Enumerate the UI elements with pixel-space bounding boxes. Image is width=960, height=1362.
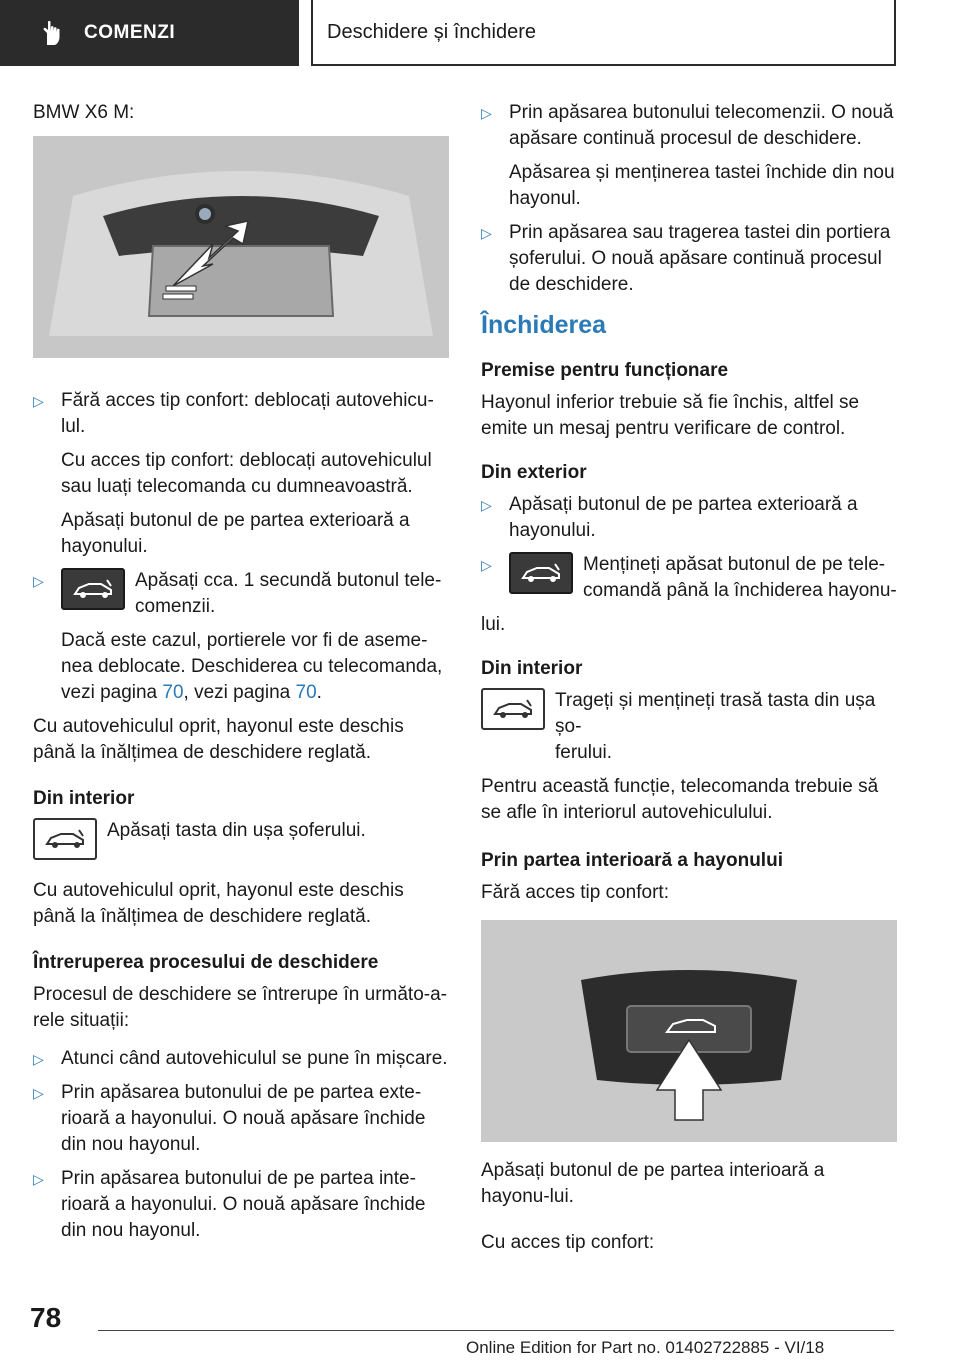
list-item: ▷ Prin apăsarea butonului de pe partea inte-rioară a hayonului. O nouă apăsare închide din nou hayonul. (33, 1168, 426, 1241)
paragraph: Hayonul inferior trebuie să fie închis, altfel se emite un mesaj pentru verificare de control. (481, 392, 860, 439)
subheading: Din interior (33, 788, 135, 809)
bullet-triangle-icon: ▷ (33, 573, 44, 589)
model-label: BMW X6 M: (33, 102, 135, 123)
paragraph: Cu autovehiculul oprit, hayonul este deschis până la înălțimea de deschidere reglată. (33, 880, 404, 927)
list-item (33, 388, 449, 560)
section-heading: Închiderea (481, 311, 607, 339)
chapter-tab-label: Deschidere și închidere (327, 20, 536, 43)
paragraph: Apăsați butonul de pe partea interioară a hayonu-lui. (481, 1160, 825, 1207)
subheading: Din exterior (481, 462, 587, 483)
tailgate-exterior-illustration (33, 136, 449, 358)
tailgate-interior-button-photo (481, 920, 897, 1142)
bullet-triangle-icon: ▷ (33, 1085, 44, 1101)
tailgate-exterior-photo (33, 136, 449, 358)
bullet-text-cont: lul. (61, 416, 86, 437)
bullet-text: Prin apăsarea sau tragerea tastei din portiera șoferului. O nouă apăsare continuă procesul de deschidere. (509, 222, 891, 295)
footer-edition: Online Edition for Part no. 01402722885 - VI/18 (466, 1338, 825, 1357)
bullet-text-cont: comenzii. (135, 596, 216, 617)
section-tab-label: COMENZI (84, 22, 176, 43)
list-item: ▷ Apăsați butonul de pe partea exterioară a hayonului. (481, 494, 858, 541)
bullet-paragraph: Dacă este cazul, portierele vor fi de aseme-nea deblocate. Deschiderea cu telecomanda, vezi pagina 70, vezi pagina 70. (61, 630, 443, 703)
bullet-triangle-icon: ▷ (481, 497, 492, 513)
page-link[interactable]: 70 (162, 682, 184, 703)
bullet-triangle-icon: ▷ (33, 1051, 44, 1067)
subheading: Din interior (481, 658, 583, 679)
bullet-text: Apăsați cca. 1 secundă butonul tele- (135, 570, 442, 591)
tailgate-button-icon (509, 552, 573, 594)
subheading: Prin partea interioară a hayonului (481, 850, 783, 871)
list-item: ▷ Prin apăsarea butonului de pe partea exte-rioară a hayonului. O nouă apăsare închide din nou hayonul. (33, 1082, 426, 1155)
list-item (481, 100, 897, 212)
bullet-text: Prin apăsarea butonului telecomenzii. O nouă apăsare continuă procesul de deschidere. (509, 102, 894, 149)
paragraph: Cu acces tip confort: (481, 1232, 655, 1253)
right-column: ▷ Prin apăsarea butonului telecomenzii. O nouă apăsare continuă procesul de deschidere. Apăsarea și menținerea tastei închide din nou hayonul. ▷ Prin apăsarea sau tragerea tastei din portiera șoferului. O nouă apăsare continuă procesul de deschidere. Închiderea Premise pentru funcționare Hayonul inferior trebuie să fie închis, altfel se emite un mesaj pentru verificare de control. Din exterior ▷ Apăsați butonul de pe partea exterioară a hayonului. ▷ Mențineți apăsat butonul de pe tele- comandă până la închiderea hayonu- lui. Din interior Trageți și mențineți trasă tasta din ușa șo- ferului. Pentru această funcție, telecomanda trebuie să se afle în interiorul autovehiculului. Prin partea interioară a hayonului Fără acces tip confort: Apăsați butonul de pe partea interioară a hayonu-lui. Cu acces tip confort: (481, 100, 897, 1268)
page-header (0, 0, 960, 66)
chapter-tab[interactable] (311, 0, 896, 66)
paragraph: Pentru această funcție, telecomanda trebuie să se afle în interiorul autovehiculului. (481, 776, 879, 823)
paragraph: Apăsați tasta din ușa șoferului. (107, 820, 366, 841)
page-link[interactable]: 70 (295, 682, 317, 703)
hand-icon (38, 19, 66, 47)
tailgate-door-button-icon (33, 818, 97, 860)
paragraph: Cu autovehiculul oprit, hayonul este deschis până la înălțimea de deschidere reglată. (33, 716, 404, 763)
subheading: Premise pentru funcționare (481, 360, 729, 381)
section-tab[interactable] (0, 0, 299, 66)
bullet-paragraph: Apăsarea și menținerea tastei închide din nou hayonul. (509, 162, 895, 209)
bullet-triangle-icon: ▷ (33, 1171, 44, 1187)
left-column (33, 100, 449, 1252)
tailgate-door-button-icon (481, 688, 545, 730)
footer-divider (98, 1330, 894, 1331)
paragraph: Fără acces tip confort: (481, 882, 669, 903)
bullet-triangle-icon: ▷ (481, 105, 492, 121)
bullet-triangle-icon: ▷ (33, 393, 44, 409)
list-item: ▷ Mențineți apăsat butonul de pe tele- comandă până la închiderea hayonu- (481, 554, 897, 601)
page-number: 78 (30, 1302, 62, 1333)
tailgate-button-icon (61, 568, 125, 610)
list-item: ▷ Atunci când autovehiculul se pune în mișcare. (33, 1046, 449, 1072)
paragraph: Procesul de deschidere se întrerupe în următo-a-rele situații: (33, 984, 447, 1031)
bullet-triangle-icon: ▷ (481, 557, 492, 573)
list-item (481, 220, 897, 298)
bullet-triangle-icon: ▷ (481, 225, 492, 241)
bullet-text: Fără acces tip confort: deblocați autovehicu- (61, 390, 434, 411)
bullet-paragraph: Cu acces tip confort: deblocați autovehiculul sau luați telecomanda cu dumneavoastră. (61, 450, 432, 497)
bullet-paragraph: Apăsați butonul de pe partea exterioară a hayonului. (61, 510, 410, 557)
list-item (33, 568, 449, 706)
subheading: Întreruperea procesului de deschidere (33, 952, 379, 973)
tailgate-interior-illustration (481, 920, 897, 1142)
paragraph: lui. (481, 614, 506, 635)
